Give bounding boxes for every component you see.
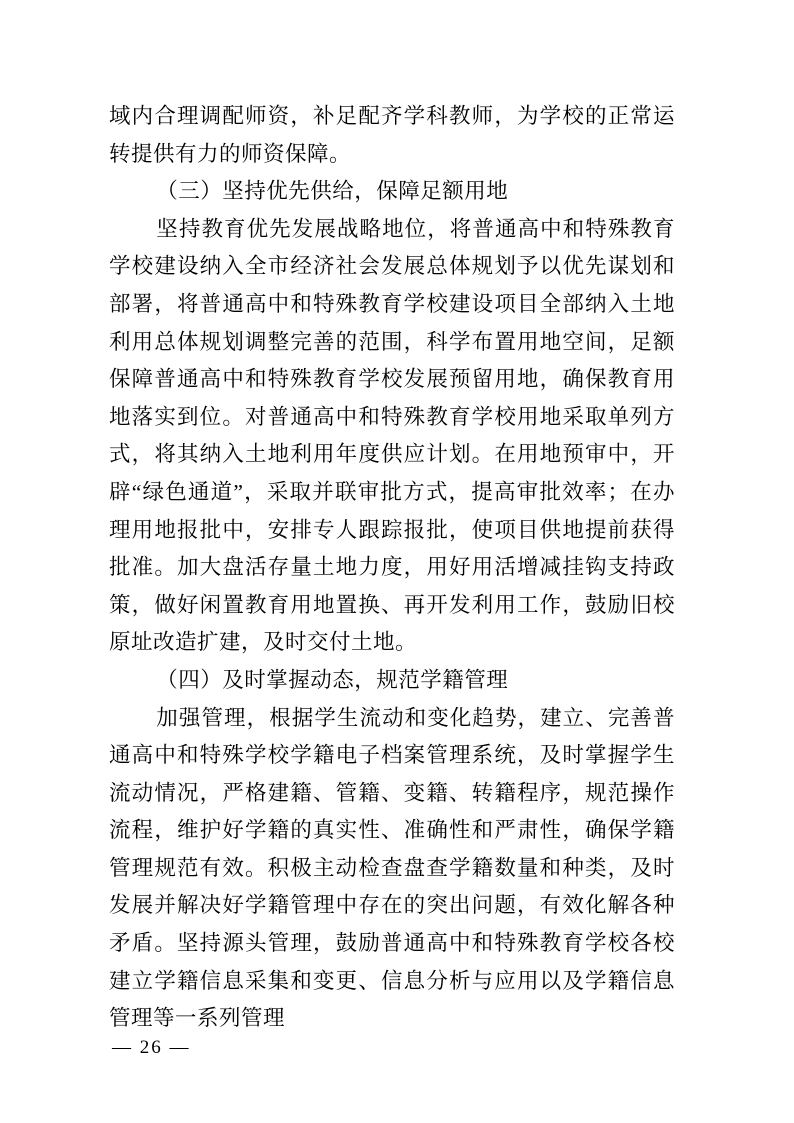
paragraph-continuation: 域内合理调配师资，补足配齐学科教师，为学校的正常运转提供有力的师资保障。 (109, 104, 675, 166)
document-body (109, 98, 675, 1038)
paragraph-section-four: 加强管理，根据学生流动和变化趋势，建立、完善普通高中和特殊学校学籍电子档案管理系统，及时掌握学生流动情况，严格建籍、管籍、变籍、转籍程序，规范操作流程，维护好学籍的真实性、准确性和严肃性，确保学籍管理规范有效。积极主动检查盘查学籍数量和种类，及时发展并解决好学籍管理中存在的突出问题，有效化解各种矛盾。坚持源头管理，鼓励普通高中和特殊教育学校各校建立学籍信息采集和变更、信息分析与应用以及学籍信息管理等一系列管理 (109, 705, 675, 1031)
paragraph-section-three: 坚持教育优先发展战略地位，将普通高中和特殊教育学校建设纳入全市经济社会发展总体规划予以优先谋划和部署，将普通高中和特殊教育学校建设项目全部纳入土地利用总体规划调整完善的范围，科学布置用地空间，足额保障普通高中和特殊教育学校发展预留用地，确保教育用地落实到位。对普通高中和特殊教育学校用地采取单列方式，将其纳入土地利用年度供应计划。在用地预审中，开辟“绿色通道”，采取并联审批方式，提高审批效率；在办理用地报批中，安排专人跟踪报批，使项目供地提前获得批准。加大盘活存量土地力度，用好用活增减挂钩支持政策，做好闲置教育用地置换、再开发利用工作，鼓励旧校原址改造扩建，及时交付土地。 (109, 216, 675, 655)
page-number: — 26 — (112, 1037, 191, 1058)
section-heading-three: （三）坚持优先供给，保障足额用地 (156, 179, 509, 204)
section-heading-four: （四）及时掌握动态，规范学籍管理 (156, 667, 509, 692)
